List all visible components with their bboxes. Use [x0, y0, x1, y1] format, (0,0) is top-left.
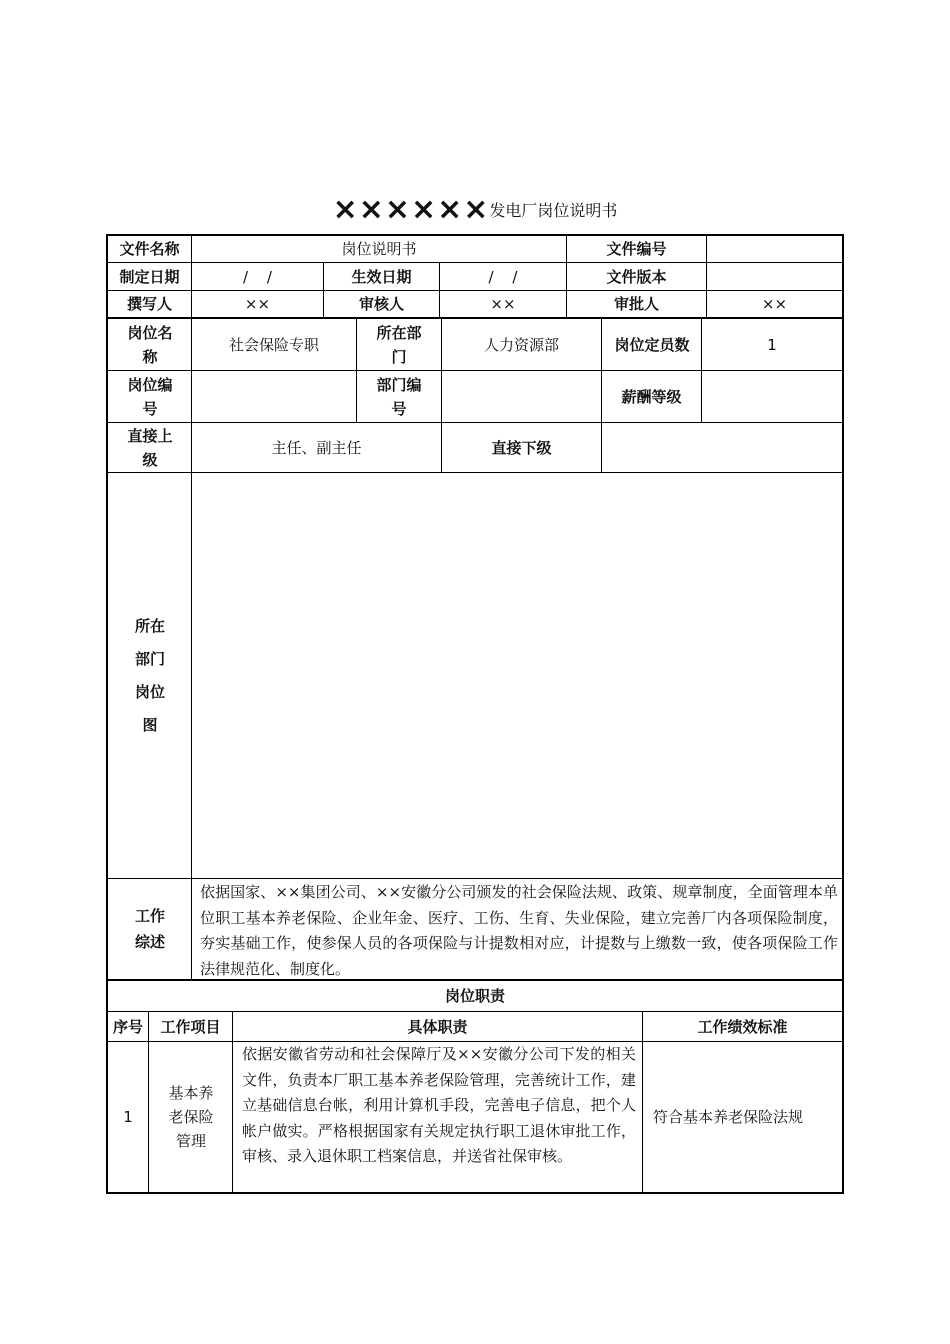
direct-superior-label: 直接上级: [127, 426, 173, 469]
direct-subordinate-label: 直接下级: [491, 438, 552, 457]
duty-row-item: 基本养老保险管理: [168, 1084, 214, 1150]
author-value: ××: [244, 295, 271, 313]
duty-row-standard: 符合基本养老保险法规: [653, 1108, 804, 1126]
made-date-value: / /: [243, 267, 272, 286]
author-label: 撰写人: [126, 295, 172, 313]
position-name-label: 岗位名称: [127, 323, 173, 366]
duties-header-standard: 工作绩效标准: [697, 1017, 788, 1036]
headcount-value: 1: [767, 335, 777, 354]
duties-section-title: 岗位职责: [444, 987, 505, 1005]
direct-subordinate-value: [602, 423, 842, 472]
salary-grade-value: [702, 371, 842, 422]
org-chart-label: 所在部门岗位图: [134, 616, 165, 734]
doc-name-label: 文件名称: [119, 240, 180, 258]
department-label: 所在部门: [376, 323, 422, 366]
org-chart-area: [192, 473, 842, 878]
made-date-label: 制定日期: [119, 267, 180, 286]
title-text: 发电厂岗位说明书: [489, 201, 618, 220]
duties-header-no: 序号: [112, 1017, 143, 1036]
duty-row-no: 1: [123, 1108, 133, 1126]
position-code-value: [192, 371, 356, 422]
job-description-table: [106, 234, 844, 1194]
effective-date-value: / /: [488, 267, 518, 286]
department-value: 人力资源部: [483, 335, 559, 354]
work-summary-text: 依据国家、××集团公司、××安徽分公司颁发的社会保险法规、政策、规章制度，全面管理本单位职工基本养老保险、企业年金、医疗、工伤、生育、失业保险，建立完善厂内各项保险制度，夯实基础工作，使参保人员的各项保险与计提数相对应，计提数与上缴数一致，使各项保险工作法律规范化、制度化。: [200, 883, 838, 978]
work-summary-label: 工作综述: [134, 907, 165, 951]
reviewer-value: ××: [490, 295, 516, 313]
department-code-value: [442, 371, 601, 422]
duties-header-detail: 具体职责: [407, 1017, 468, 1036]
version-value: [707, 263, 842, 290]
doc-name-value: 岗位说明书: [341, 240, 417, 258]
position-code-label: 岗位编号: [127, 375, 173, 418]
document-title: [0, 192, 950, 232]
reviewer-label: 审核人: [358, 295, 404, 313]
duties-header-item: 工作项目: [160, 1017, 221, 1036]
effective-date-label: 生效日期: [351, 267, 412, 286]
salary-grade-label: 薪酬等级: [621, 387, 682, 406]
approver-value: ××: [761, 295, 788, 313]
doc-no-value: [707, 236, 842, 262]
title-marks: ××××××: [332, 192, 490, 227]
version-label: 文件版本: [606, 267, 667, 286]
direct-superior-value: 主任、副主任: [271, 438, 362, 457]
position-name-value: 社会保险专职: [228, 335, 319, 354]
department-code-label: 部门编号: [376, 375, 422, 418]
approver-label: 审批人: [613, 295, 659, 313]
headcount-label: 岗位定员数: [614, 335, 690, 354]
doc-no-label: 文件编号: [606, 240, 667, 258]
duty-row-detail: 依据安徽省劳动和社会保障厅及××安徽分公司下发的相关文件，负责本厂职工基本养老保险管理，完善统计工作，建立基础信息台帐，利用计算机手段，完善电子信息，把个人帐户做实。严格根据国家有关规定执行职工退休审批工作，审核、录入退休职工档案信息，并送省社保审核。: [242, 1045, 636, 1165]
